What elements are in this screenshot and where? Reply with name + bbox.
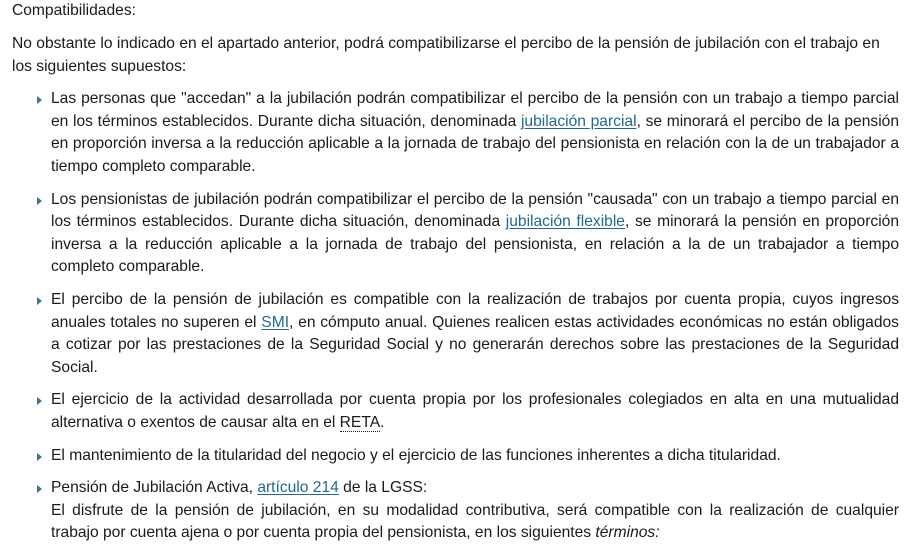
triangle-bullet-icon — [37, 197, 42, 205]
list-item: Pensión de Jubilación Activa, artículo 214 de la LGSS: El disfrute de la pensión de jubilación, en su modalidad contributiva, será compatible con la realización de cualquier trabajo por cuenta ajena o por cuenta propia del pensionista, en los siguientes términos: — [51, 477, 899, 545]
jubilacion-flexible-link[interactable]: jubilación flexible — [505, 213, 625, 231]
list-item: El ejercicio de la actividad desarrollada por cuenta propia por los profesionales colegiados en alta en una mutualidad alternativa o exentos de causar alta en el RETA. — [51, 389, 899, 434]
articulo-214-link[interactable]: artículo 214 — [257, 479, 339, 497]
triangle-bullet-icon — [37, 485, 42, 493]
intro-paragraph: No obstante lo indicado en el apartado anterior, podrá compatibilizarse el percibo de la pensión de jubilación con el trabajo en los siguientes supuestos: — [12, 35, 880, 75]
triangle-bullet-icon — [37, 297, 42, 305]
reta-abbreviation: RETA — [339, 413, 381, 431]
compatibility-list — [12, 88, 899, 545]
triangle-bullet-icon — [37, 453, 42, 461]
list-item: Las personas que "accedan" a la jubilación podrán compatibilizar el percibo de la pensión con un trabajo a tiempo parcial en los términos establecidos. Durante dicha situación, denominada jubilación parcial, se minorará el percibo de la pensión en proporción inversa a la reducción aplicable a la jornada de trabajo del pensionista en relación con la de un trabajador a tiempo completo comparable. — [51, 88, 899, 178]
list-item: El mantenimiento de la titularidad del negocio y el ejercicio de las funciones inherentes a dicha titularidad. — [51, 445, 899, 468]
smi-link[interactable] — [261, 314, 289, 331]
jubilacion-parcial-link[interactable]: jubilación parcial — [520, 112, 637, 130]
triangle-bullet-icon — [37, 397, 42, 405]
terminos-emphasis: términos: — [595, 524, 660, 542]
section-heading: Compatibilidades: — [12, 2, 136, 19]
smi-abbreviation: SMI — [261, 313, 290, 331]
jubilacion-activa-description: El disfrute de la pensión de jubilación, en su modalidad contributiva, será compatible con la realización de cualquier trabajo por cuenta ajena o por cuenta propia del pensionista, en los siguientes términos: — [51, 501, 899, 542]
triangle-bullet-icon — [37, 96, 42, 104]
list-item: El percibo de la pensión de jubilación es compatible con la realización de trabajos por cuenta propia, cuyos ingresos anuales totales no superen el SMI, en cómputo anual. Quienes realicen estas actividades económicas no están obligados a cotizar por las prestaciones de la Seguridad Social y no generarán derechos sobre las prestaciones de la Seguridad Social. — [51, 289, 899, 379]
list-item: Los pensionistas de jubilación podrán compatibilizar el percibo de la pensión "causada" con un trabajo a tiempo parcial en los términos establecidos. Durante dicha situación, denominada jubilación flexible, se minorará la pensión en proporción inversa a la reducción aplicable a la jornada de trabajo del pensionista, en relación a la de un trabajador a tiempo completo comparable. — [51, 189, 899, 279]
